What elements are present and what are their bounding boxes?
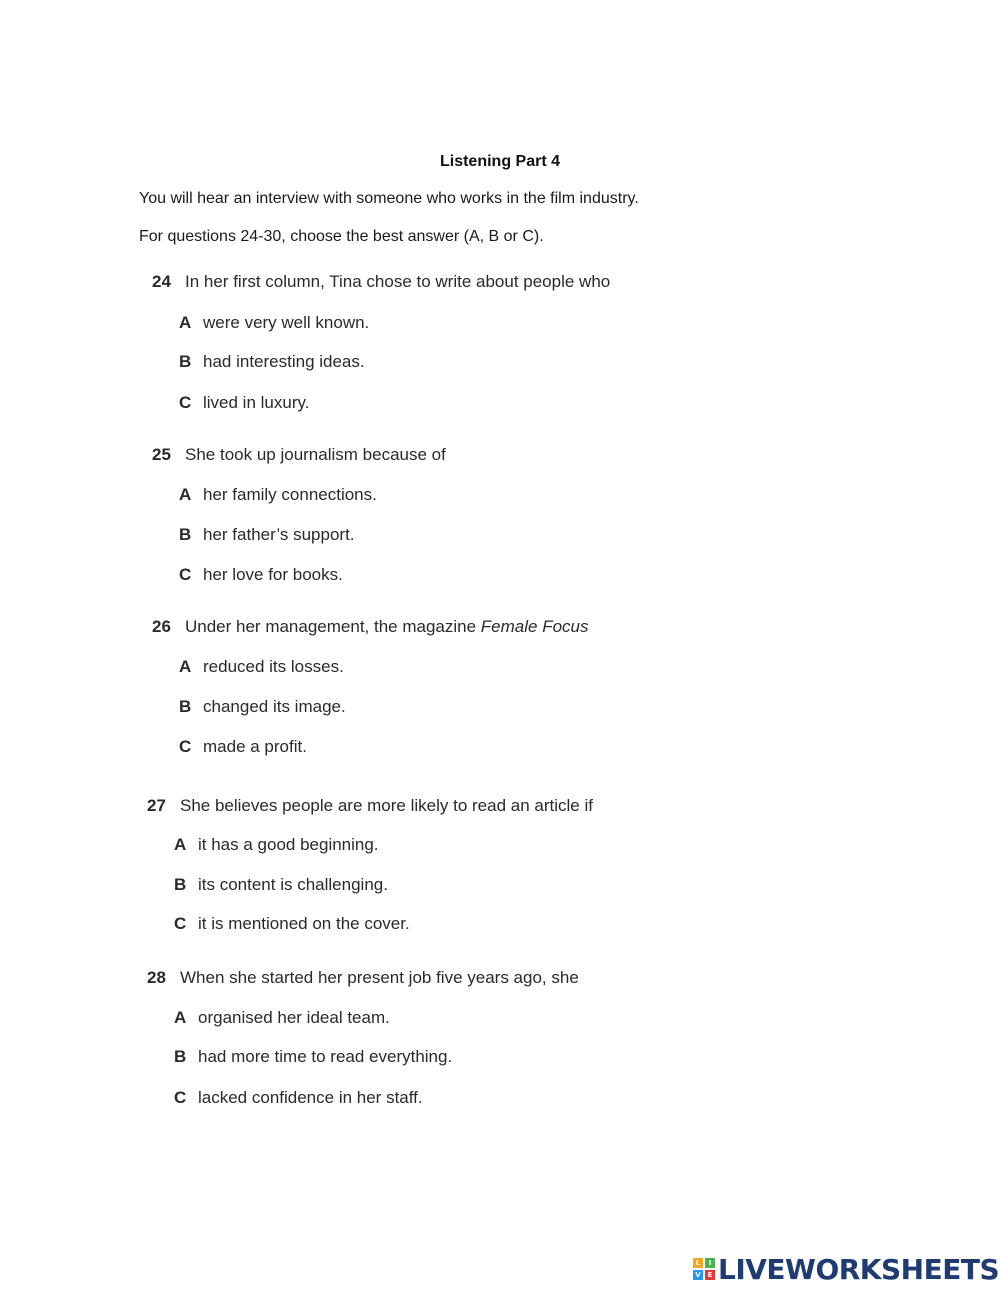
question-28 bbox=[147, 968, 579, 1107]
option-b[interactable]: B had interesting ideas. bbox=[179, 352, 365, 371]
question-stem: In her first column, Tina chose to write about people who bbox=[185, 272, 611, 291]
question-25 bbox=[152, 445, 446, 584]
question-number: 25 bbox=[152, 445, 171, 464]
logo-tile: V bbox=[693, 1270, 703, 1280]
logo-icon bbox=[693, 1258, 715, 1280]
instruction-intro: You will hear an interview with someone who works in the film industry. bbox=[139, 190, 639, 207]
option-a[interactable]: A organised her ideal team. bbox=[174, 1008, 390, 1027]
option-c[interactable]: C lacked confidence in her staff. bbox=[174, 1088, 423, 1107]
question-stem: When she started her present job five years ago, she bbox=[180, 968, 579, 987]
logo-text: LIVEWORKSHEETS bbox=[718, 1252, 1000, 1286]
liveworksheets-logo[interactable] bbox=[693, 1254, 999, 1284]
question-stem: She took up journalism because of bbox=[185, 445, 446, 464]
option-a[interactable]: A her family connections. bbox=[179, 485, 377, 504]
instruction-questions: For questions 24-30, choose the best answer (A, B or C). bbox=[139, 228, 544, 245]
logo-tile: L bbox=[693, 1258, 703, 1268]
option-c[interactable]: C it is mentioned on the cover. bbox=[174, 914, 410, 933]
option-c[interactable]: C made a profit. bbox=[179, 737, 307, 756]
option-a[interactable]: A it has a good beginning. bbox=[174, 835, 379, 854]
question-stem: Under her management, the magazine bbox=[185, 617, 481, 636]
option-a[interactable]: A reduced its losses. bbox=[179, 657, 344, 676]
option-b[interactable]: B its content is challenging. bbox=[174, 875, 388, 894]
question-27 bbox=[147, 796, 593, 933]
question-number: 26 bbox=[152, 617, 171, 636]
option-b[interactable]: B changed its image. bbox=[179, 697, 346, 716]
option-c[interactable]: C lived in luxury. bbox=[179, 393, 310, 412]
option-b[interactable]: B had more time to read everything. bbox=[174, 1047, 453, 1066]
question-number: 24 bbox=[152, 272, 171, 291]
question-24 bbox=[152, 272, 611, 412]
question-26 bbox=[152, 617, 589, 756]
logo-tile: E bbox=[705, 1270, 715, 1280]
question-number: 27 bbox=[147, 796, 166, 815]
page-title: Listening Part 4 bbox=[439, 153, 561, 170]
option-b[interactable]: B her father’s support. bbox=[179, 525, 355, 544]
logo-tile: I bbox=[705, 1258, 715, 1268]
option-c[interactable]: C her love for books. bbox=[179, 565, 343, 584]
question-stem: She believes people are more likely to read an article if bbox=[180, 796, 593, 815]
magazine-title: Female Focus bbox=[480, 617, 589, 636]
option-a[interactable]: A were very well known. bbox=[179, 313, 370, 332]
question-number: 28 bbox=[147, 968, 166, 987]
